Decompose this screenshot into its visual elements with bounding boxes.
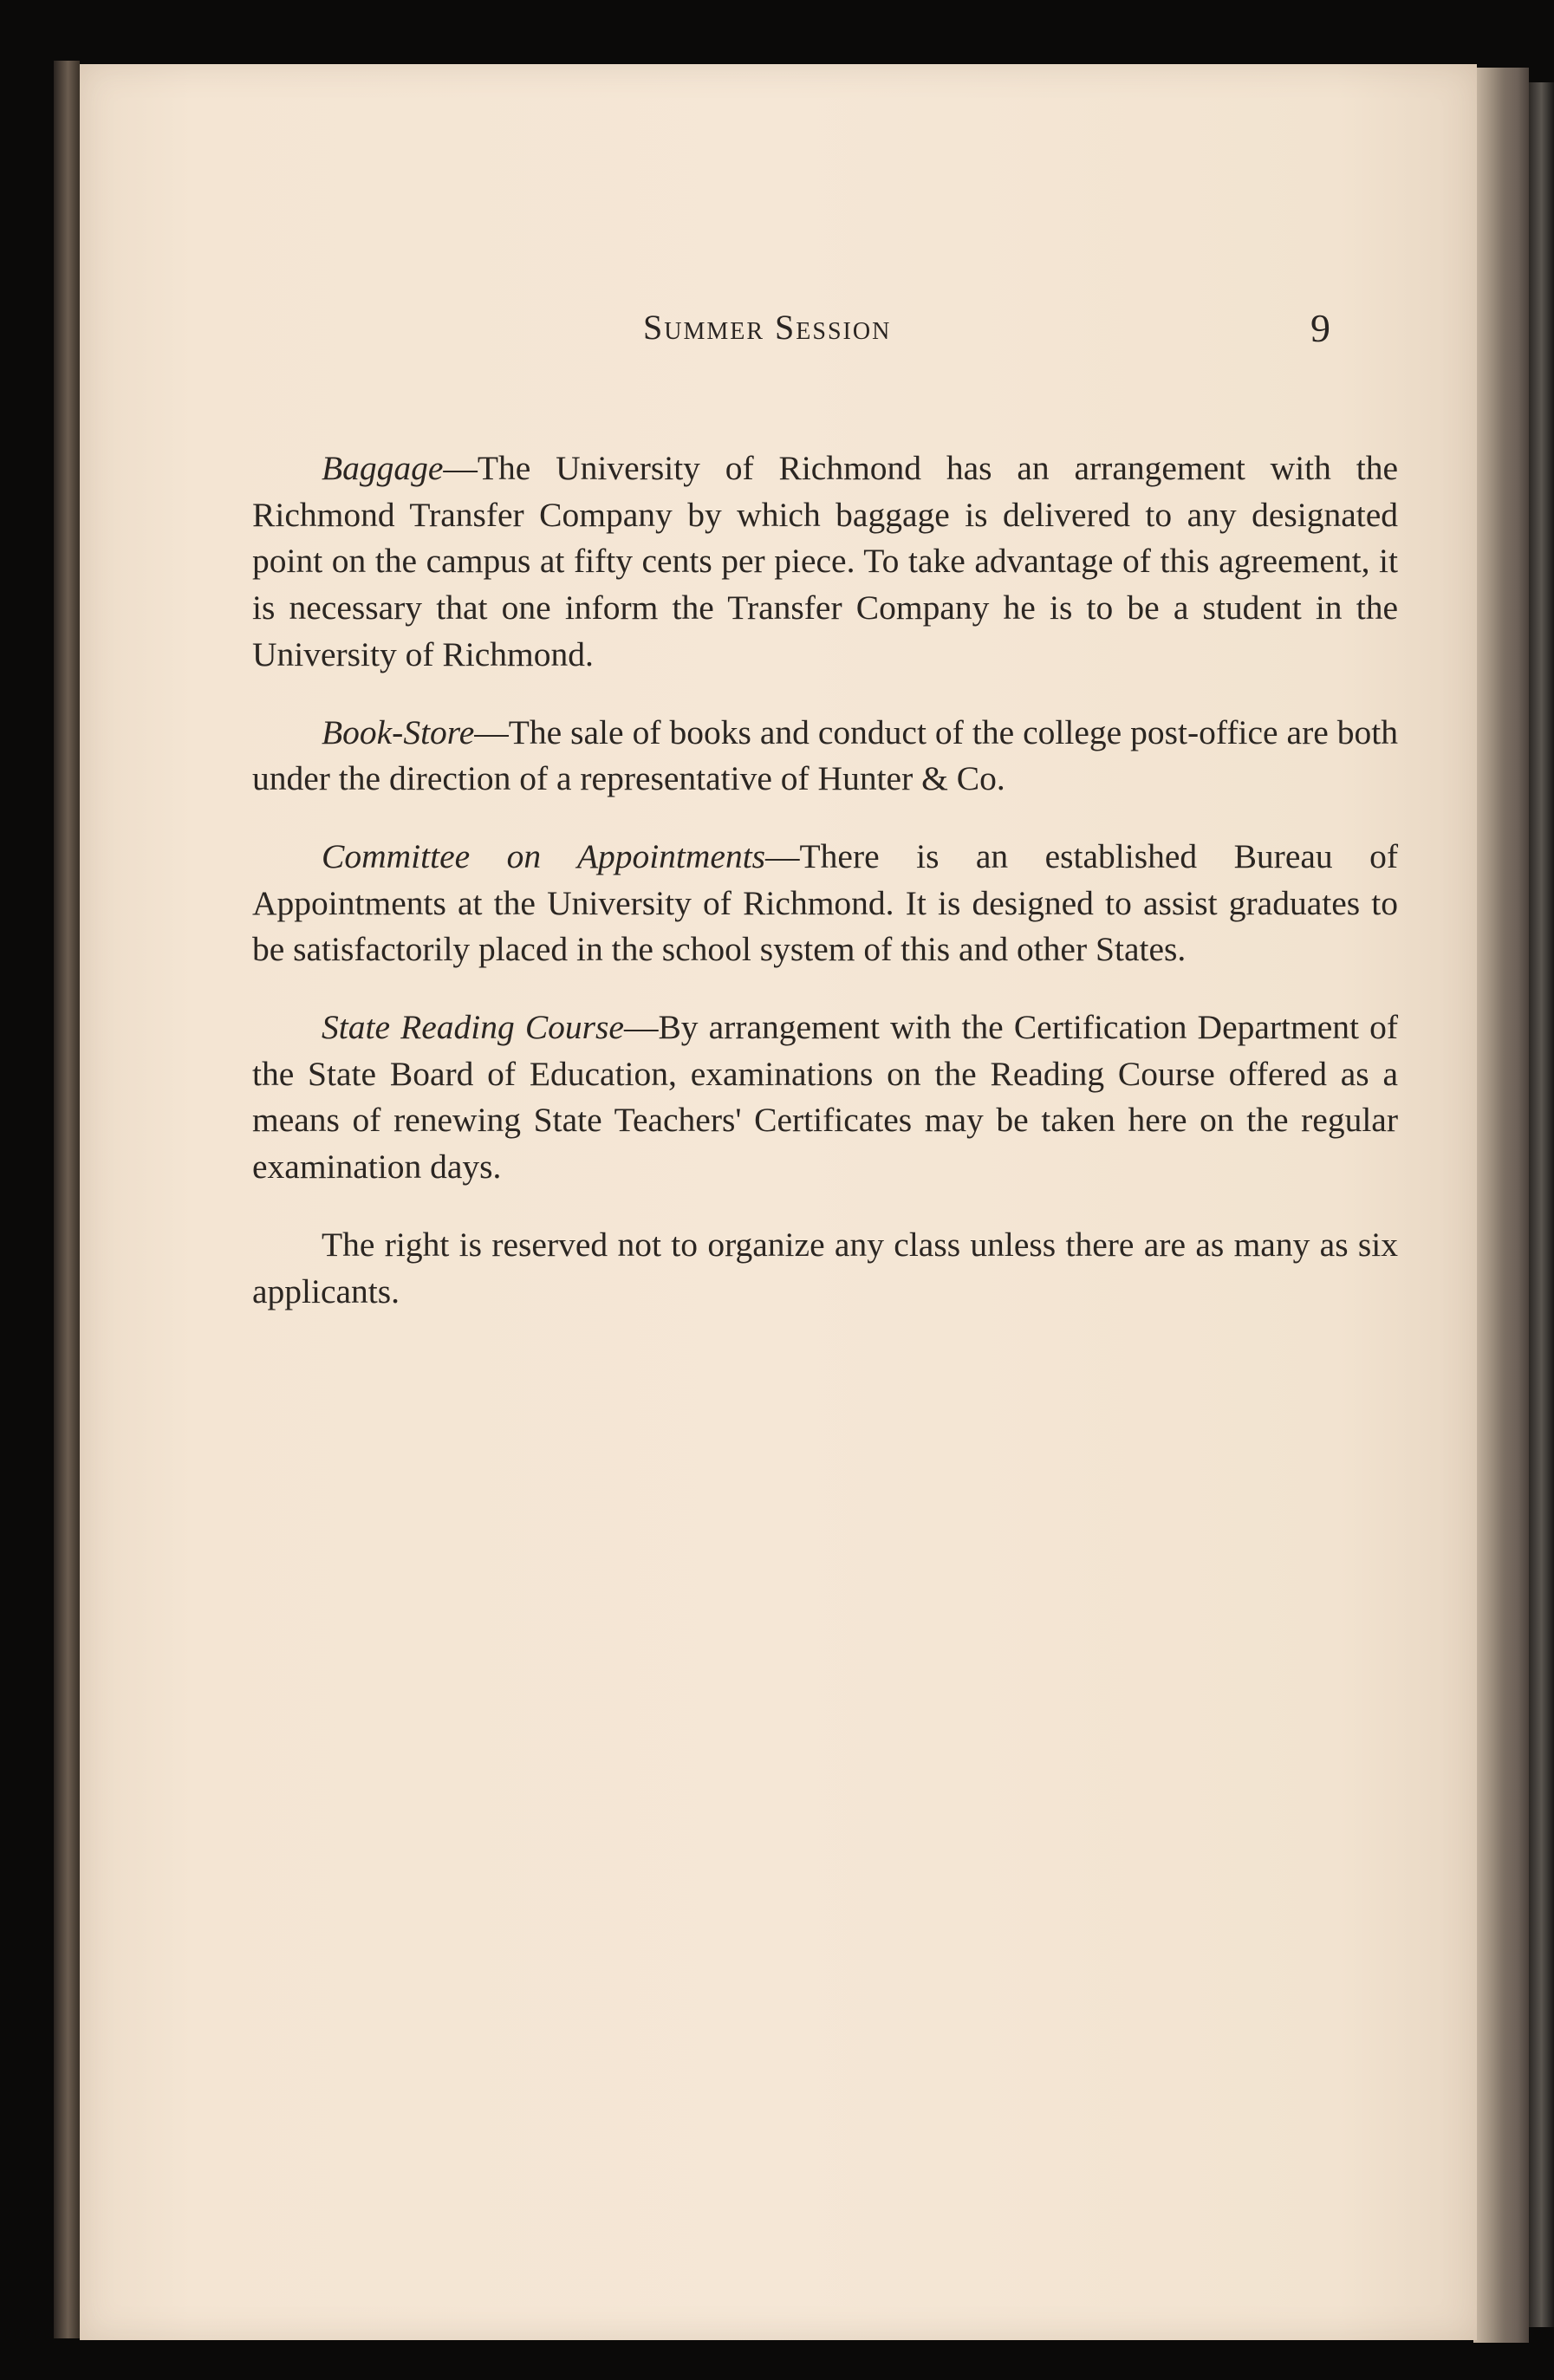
book-spine-edge [1529,82,1554,2327]
paragraph-baggage [252,445,1398,679]
book-page [80,64,1477,2340]
paragraph-committee-on-appointments [252,834,1398,973]
paragraph-text: —By arrangement with the Certification Department of the State Board of Education, examinations on the Reading Course offered as a means of renewing State Teachers' Certificates may be taken here on the regular examination days. [252,1008,1398,1187]
paragraph-lead: Committee on Appointments [322,836,766,875]
paragraph-text: —The University of Richmond has an arrangement with the Richmond Transfer Company by which baggage is delivered to any designated point on the campus at fifty cents per piece. To take advantage of this agreement, it is necessary that one inform the Transfer Company he is to be a student in the University of Richmond. [252,449,1398,673]
running-head-title: Summer Session [643,308,892,347]
paragraph-text: —There is an established Bureau of Appointments at the University of Richmond. It is designed to assist graduates to be satisfactorily placed in the school system of this and other States. [252,836,1398,969]
paragraph-text: The right is reserved not to organize any class unless there are as many as six applicants. [252,1225,1398,1310]
paragraph-lead: Baggage [322,449,444,487]
paragraph-lead: Book-Store [322,712,475,751]
paragraph-right-reserved [252,1222,1398,1315]
page-number: 9 [1310,306,1330,350]
body-text [252,445,1398,1346]
paragraph-state-reading-course [252,1005,1398,1191]
book-left-edge [54,61,80,2338]
book-page-stack-edge [1473,68,1529,2343]
paragraph-book-store [252,710,1398,803]
paragraph-lead: State Reading Course [322,1008,624,1047]
paragraph-text: —The sale of books and conduct of the college post-office are both under the direction of a representative of Hunter & Co. [252,712,1398,798]
